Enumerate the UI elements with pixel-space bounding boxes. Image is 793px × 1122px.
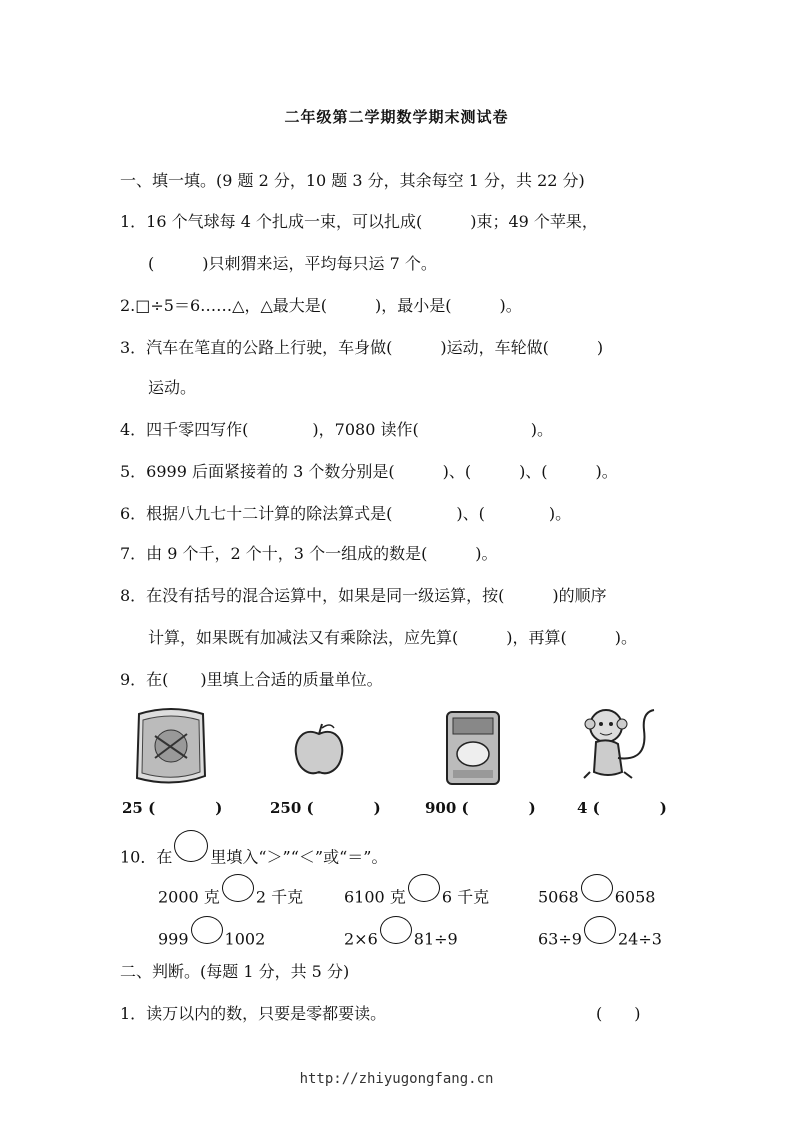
weight-item-3: 900 ( ) [425,799,536,817]
question-9: 9．在( )里填上合适的质量单位。 [120,670,383,689]
question-6: 6．根据八九七十二计算的除法算式是( )、( )。 [120,504,572,523]
question-8-line2: 计算，如果既有加减法又有乘除法，应先算( )，再算( )。 [148,628,637,647]
question-4: 4．四千零四写作( )，7080 读作( )。 [120,420,553,439]
question-10-prefix: 10．在 [120,847,173,867]
judge-answer-paren: ( ) [596,1004,641,1023]
weight-item-1: 25 ( ) [122,799,223,817]
question-1-line1: 1．16 个气球每 4 个扎成一束，可以扎成( )束；49 个苹果， [120,212,598,231]
question-2: 2.□÷5＝6……△，△最大是( )，最小是( )。 [120,296,522,315]
compare-circle[interactable] [408,874,440,902]
compare-row-2-a: 999 1002 [158,926,265,954]
footer-url: http://zhiyugongfang.cn [299,1071,494,1087]
compare-circle-example [174,830,208,862]
weight-item-2: 250 ( ) [270,799,381,817]
question-1-line2: ( )只刺猬来运，平均每只运 7 个。 [148,254,437,273]
compare-row-1-a: 2000 克 2 千克 [158,884,303,912]
judge-question-1: 1．读万以内的数，只要是零都要读。 [120,1004,387,1023]
compare-circle[interactable] [581,874,613,902]
compare-circle[interactable] [380,916,412,944]
question-3-line1: 3．汽车在笔直的公路上行驶，车身做( )运动，车轮做( ) [120,338,604,357]
bag-picture [444,708,502,788]
compare-row-1-b: 6100 克 6 千克 [344,884,489,912]
section2-heading: 二、判断。(每题 1 分，共 5 分) [120,962,350,981]
weight-item-4: 4 ( ) [577,799,667,817]
monkey-picture [578,702,662,784]
compare-circle[interactable] [222,874,254,902]
compare-row-1-c: 5068 6058 [538,884,655,912]
compare-row-2-b: 2×6 81÷9 [344,926,458,954]
compare-circle[interactable] [191,916,223,944]
question-10 [120,842,387,874]
question-10-suffix: 里填入“＞”“＜”或“＝”。 [210,847,388,867]
sack-picture [133,706,209,788]
compare-circle[interactable] [584,916,616,944]
question-5: 5．6999 后面紧接着的 3 个数分别是( )、( )、( )。 [120,462,618,481]
question-8-line1: 8．在没有括号的混合运算中，如果是同一级运算，按( )的顺序 [120,586,607,605]
apple-picture [292,722,346,778]
question-3-line2: 运动。 [148,378,197,397]
page-title: 二年级第二学期数学期末测试卷 [284,108,509,126]
compare-row-2-c: 63÷9 24÷3 [538,926,662,954]
section1-heading: 一、填一填。(9 题 2 分，10 题 3 分，其余每空 1 分，共 22 分) [120,171,585,190]
question-7: 7．由 9 个千，2 个十，3 个一组成的数是( )。 [120,544,498,563]
